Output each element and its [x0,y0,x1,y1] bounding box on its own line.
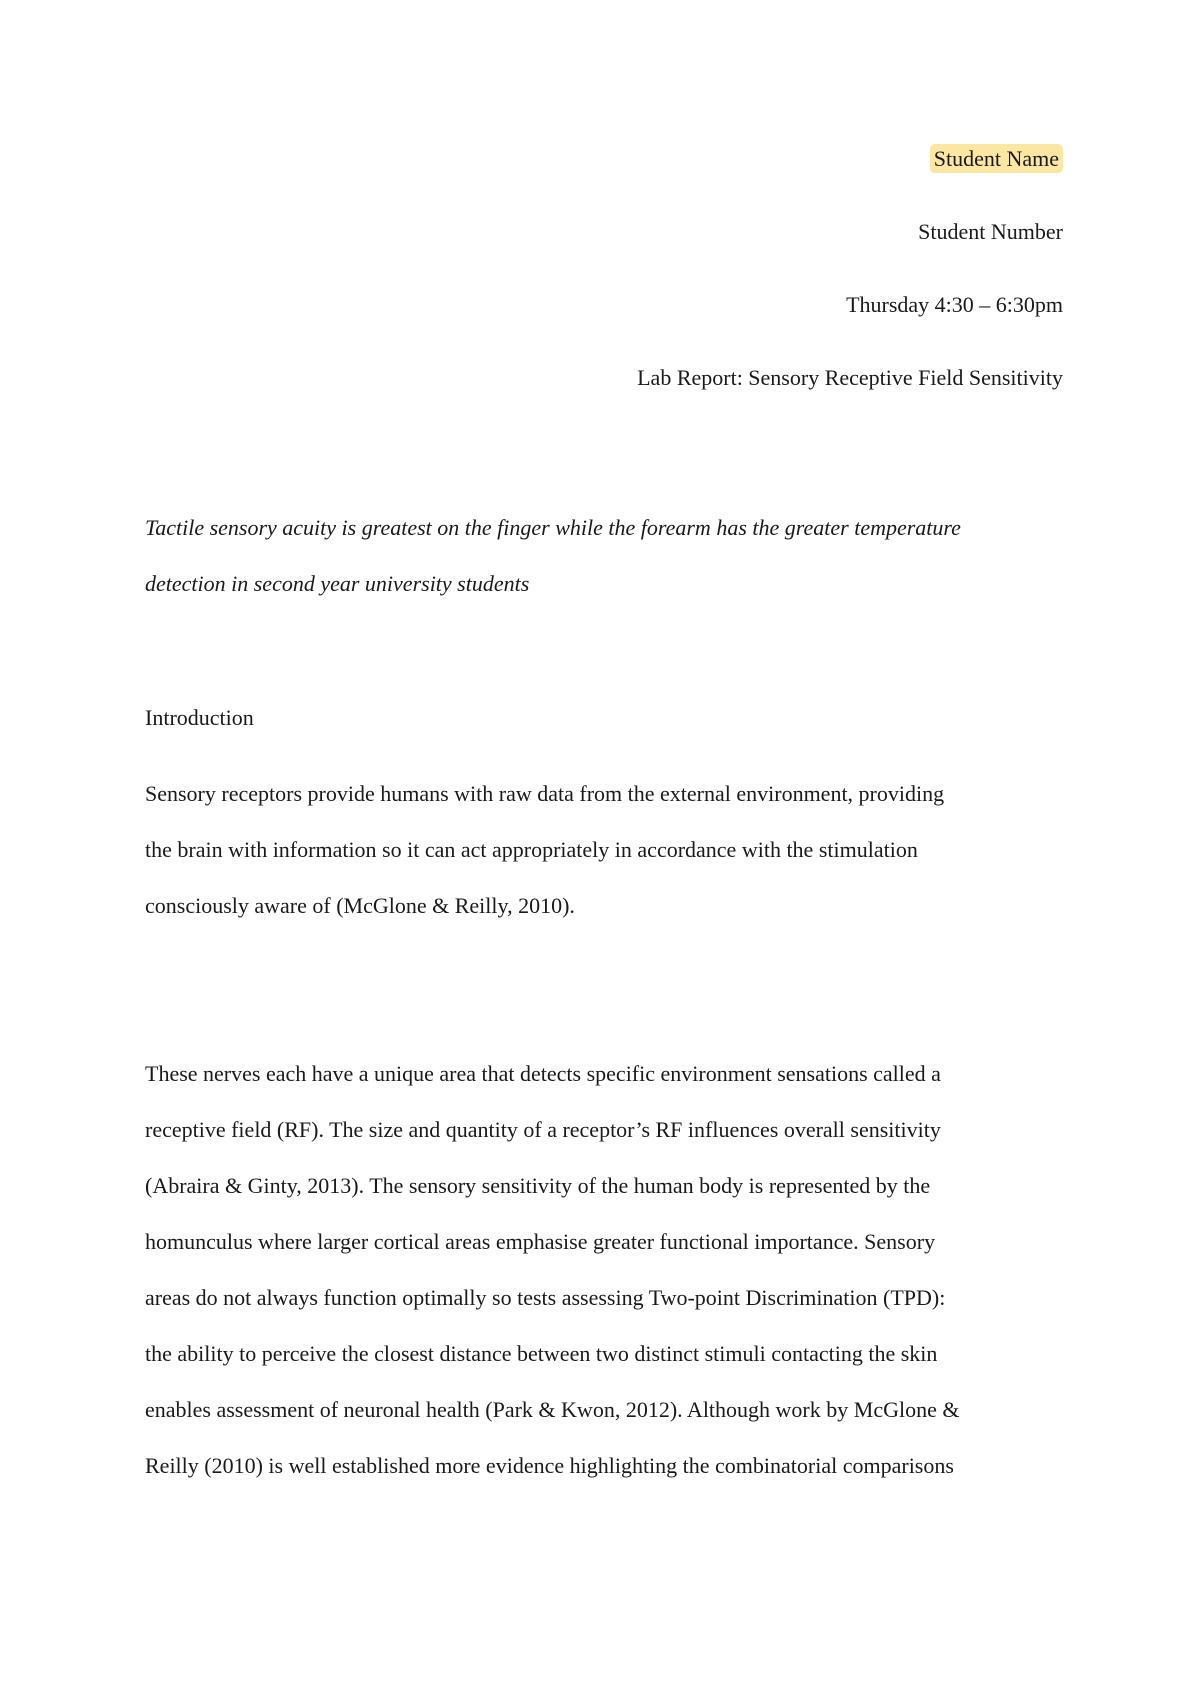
class-time-line: Thursday 4:30 – 6:30pm [846,292,1063,317]
paragraph-line: Reilly (2010) is well established more evidence highlighting the combinatorial comparisons [145,1453,954,1478]
paragraph-line: the brain with information so it can act appropriately in accordance with the stimulation [145,837,918,862]
paragraph-line: areas do not always function optimally so tests assessing Two-point Discrimination (TPD): [145,1285,946,1310]
student-number-line: Student Number [918,219,1063,244]
paragraph-line: (Abraira & Ginty, 2013). The sensory sensitivity of the human body is represented by the [145,1173,931,1198]
paragraph-line: These nerves each have a unique area that detects specific environment sensations called a [145,1061,941,1086]
paragraph-line: consciously aware of (McGlone & Reilly, 2010). [145,893,575,918]
report-title-line: Lab Report: Sensory Receptive Field Sensitivity [637,365,1063,390]
paragraph-line: the ability to perceive the closest distance between two distinct stimuli contacting the skin [145,1341,938,1366]
section-heading-introduction: Introduction [145,705,254,730]
title-line: detection in second year university students [145,571,530,596]
student-name-highlight: Student Name [930,144,1063,173]
student-name-line [930,144,1063,174]
paragraph-line: enables assessment of neuronal health (Park & Kwon, 2012). Although work by McGlone & [145,1397,960,1422]
document-title [145,500,1065,612]
title-line: Tactile sensory acuity is greatest on the finger while the forearm has the greater temperature [145,515,961,540]
paragraph-2 [145,1046,1075,1494]
paragraph-line: Sensory receptors provide humans with raw data from the external environment, providing [145,781,945,806]
paragraph-line: homunculus where larger cortical areas emphasise greater functional importance. Sensory [145,1229,936,1254]
paragraph-line: receptive field (RF). The size and quantity of a receptor’s RF influences overall sensitivity [145,1117,941,1142]
paragraph-1 [145,766,1075,934]
